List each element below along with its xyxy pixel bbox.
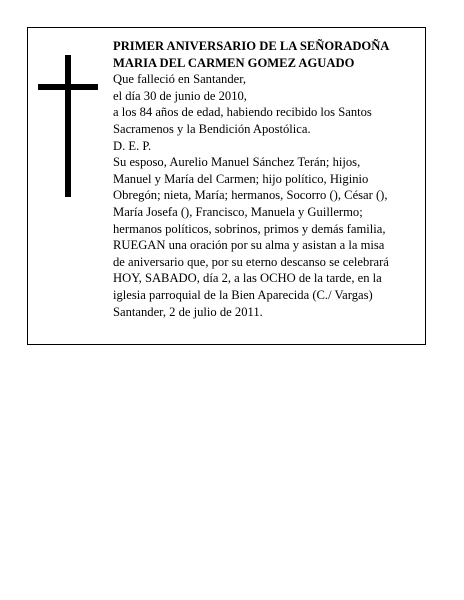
notice-body-line: Sacramenos y la Bendición Apostólica. bbox=[113, 121, 311, 136]
notice-text bbox=[113, 38, 421, 320]
notice-body-line: Manuel y María del Carmen; hijo político, Higinio bbox=[113, 171, 369, 186]
notice-body-line: RUEGAN una oración por su alma y asistan a la misa bbox=[113, 238, 385, 253]
cross-vertical-bar bbox=[65, 55, 71, 197]
notice-heading-line-1: PRIMER ANIVERSARIO DE LA SEÑORADOÑA bbox=[113, 39, 390, 53]
notice-body-line: D. E. P. bbox=[113, 138, 152, 153]
cross-icon bbox=[38, 55, 98, 197]
notice-body-line: Obregón; nieta, María; hermanos, Socorro (), César (), bbox=[113, 188, 388, 203]
notice-body-line: María Josefa (), Francisco, Manuela y Guillermo; bbox=[113, 204, 363, 219]
notice-body-line: de aniversario que, por su eterno descanso se celebrará bbox=[113, 254, 389, 269]
notice-body-line: a los 84 años de edad, habiendo recibido los Santos bbox=[113, 105, 372, 120]
notice-body-line: HOY, SABADO, día 2, a las OCHO de la tarde, en la bbox=[113, 271, 382, 286]
notice-body-line: hermanos políticos, sobrinos, primos y demás familia, bbox=[113, 221, 386, 236]
cross-horizontal-bar bbox=[38, 84, 98, 90]
notice-body-line: iglesia parroquial de la Bien Aparecida (C./ Vargas) bbox=[113, 287, 373, 302]
notice-body-line: el día 30 de junio de 2010, bbox=[113, 88, 247, 103]
notice-body-line: Santander, 2 de julio de 2011. bbox=[113, 304, 263, 319]
notice-body-line: Su esposo, Aurelio Manuel Sánchez Terán; hijos, bbox=[113, 155, 361, 170]
notice-body-line: Que falleció en Santander, bbox=[113, 72, 247, 87]
notice-heading-line-2: MARIA DEL CARMEN GOMEZ AGUADO bbox=[113, 55, 355, 70]
